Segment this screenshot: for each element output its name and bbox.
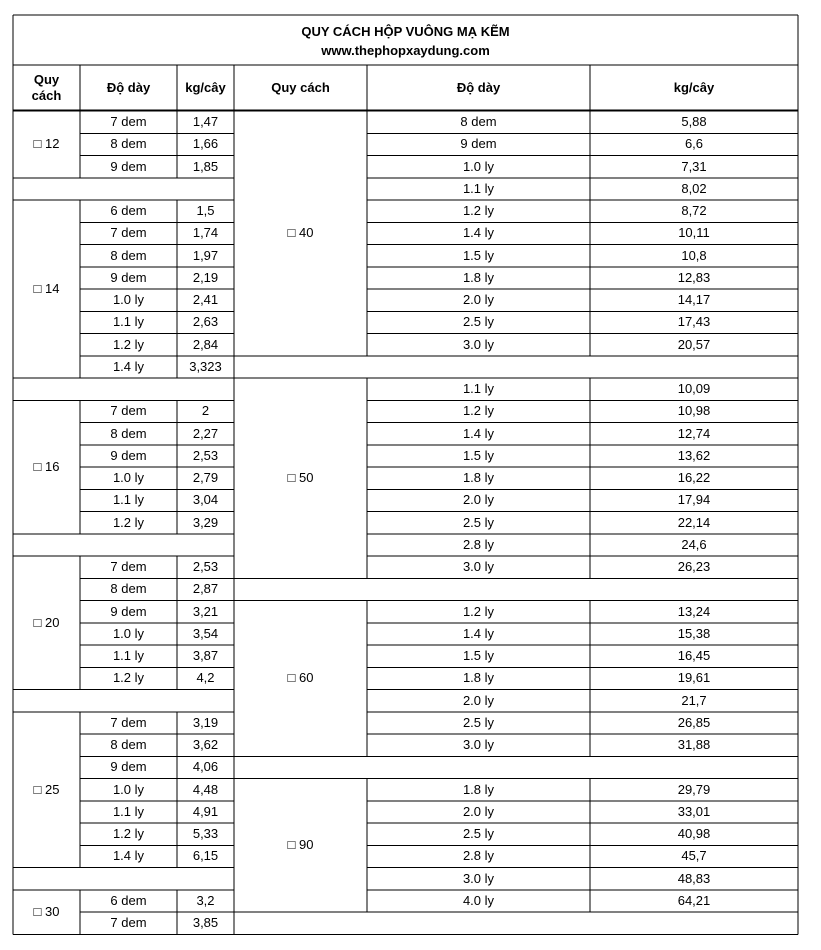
thickness-cell: 1.8 ly (462, 781, 495, 797)
thickness-cell: 1.5 ly (462, 648, 495, 664)
column-header: kg/cây (673, 79, 715, 95)
weight-cell: 2,79 (192, 470, 219, 486)
thickness-cell: 7 dem (110, 714, 147, 730)
thickness-cell: 7 dem (110, 403, 147, 419)
weight-cell: 10,11 (678, 225, 710, 241)
weight-cell: 14,17 (677, 292, 711, 308)
weight-cell: 5,33 (192, 826, 219, 842)
thickness-cell: 1.1 ly (462, 180, 495, 196)
weight-cell: 22,14 (677, 514, 711, 530)
size-cell: □ 50 (287, 470, 314, 486)
weight-cell: 3,62 (192, 737, 219, 753)
thickness-cell: 2.0 ly (462, 803, 495, 819)
thickness-cell: 6 dem (110, 892, 147, 908)
thickness-cell: 7 dem (110, 559, 147, 575)
thickness-cell: 2.5 ly (462, 826, 495, 842)
weight-cell: 3,21 (192, 603, 219, 619)
thickness-cell: 2.8 ly (462, 536, 495, 552)
weight-cell: 4,2 (196, 670, 215, 686)
weight-cell: 17,43 (677, 314, 711, 330)
size-cell: □ 40 (287, 225, 314, 241)
weight-cell: 1,47 (192, 114, 219, 130)
size-cell: □ 60 (287, 670, 314, 686)
weight-cell: 8,72 (681, 203, 707, 219)
weight-cell: 33,01 (677, 803, 711, 819)
weight-cell: 4,91 (192, 803, 219, 819)
weight-cell: 2,19 (192, 269, 219, 285)
weight-cell: 15,38 (677, 625, 711, 641)
thickness-cell: 1.1 ly (112, 492, 145, 508)
weight-cell: 10,8 (681, 247, 707, 263)
thickness-cell: 1.0 ly (112, 292, 145, 308)
thickness-cell: 1.1 ly (462, 381, 495, 397)
weight-cell: 16,22 (677, 470, 711, 486)
weight-cell: 2,84 (192, 336, 219, 352)
thickness-cell: 1.4 ly (462, 425, 495, 441)
thickness-cell: 1.0 ly (112, 470, 145, 486)
thickness-cell: 2.5 ly (462, 514, 495, 530)
weight-cell: 19,61 (677, 670, 711, 686)
thickness-cell: 1.2 ly (462, 203, 495, 219)
weight-cell: 12,83 (677, 269, 711, 285)
thickness-cell: 1.1 ly (112, 648, 145, 664)
weight-cell: 26,85 (677, 714, 711, 730)
thickness-cell: 2.0 ly (462, 492, 495, 508)
size-cell: □ 14 (33, 281, 60, 296)
thickness-cell: 1.5 ly (462, 447, 495, 463)
weight-cell: 21,7 (681, 692, 707, 708)
weight-cell: 1,5 (196, 203, 215, 219)
weight-cell: 3,87 (192, 648, 219, 664)
thickness-cell: 1.2 ly (462, 403, 495, 419)
weight-cell: 1,85 (192, 158, 219, 174)
thickness-cell: 7 dem (110, 114, 147, 130)
weight-cell: 3,04 (192, 492, 219, 508)
thickness-cell: 2.0 ly (462, 692, 495, 708)
thickness-cell: 1.0 ly (462, 158, 495, 174)
size-cell: □ 25 (33, 781, 60, 797)
thickness-cell: 1.1 ly (112, 803, 145, 819)
column-header: Quy cách (31, 72, 62, 103)
size-cell: □ 12 (33, 136, 60, 152)
weight-cell: 26,23 (677, 559, 711, 575)
thickness-cell: 1.4 ly (112, 848, 145, 864)
thickness-cell: 1.4 ly (462, 625, 495, 641)
thickness-cell: 8 dem (110, 247, 147, 263)
thickness-cell: 8 dem (110, 136, 147, 152)
weight-cell: 48,83 (677, 870, 711, 886)
thickness-cell: 2.5 ly (462, 314, 495, 330)
thickness-cell: 8 dem (110, 737, 147, 753)
weight-cell: 2,27 (192, 425, 219, 441)
weight-cell: 3,2 (196, 892, 215, 908)
weight-cell: 16,45 (677, 648, 711, 664)
thickness-cell: 2.5 ly (462, 714, 495, 730)
thickness-cell: 7 dem (110, 915, 147, 931)
thickness-cell: 4.0 ly (462, 892, 495, 908)
weight-cell: 1,66 (192, 136, 219, 152)
thickness-cell: 1.4 ly (462, 225, 495, 241)
thickness-cell: 3.0 ly (462, 737, 495, 753)
thickness-cell: 9 dem (460, 136, 497, 152)
weight-cell: 3,19 (192, 714, 219, 730)
weight-cell: 3,323 (189, 358, 222, 374)
column-header: kg/cây (185, 79, 226, 95)
weight-cell: 4,06 (192, 759, 219, 775)
weight-cell: 3,85 (192, 915, 219, 931)
thickness-cell: 9 dem (110, 269, 147, 285)
thickness-cell: 1.2 ly (112, 514, 145, 530)
column-header: Độ dày (106, 79, 151, 95)
table-title: QUY CÁCH HỘP VUÔNG MẠ KẼM (301, 24, 510, 39)
weight-cell: 2,53 (192, 447, 219, 463)
thickness-cell: 1.2 ly (112, 670, 145, 686)
thickness-cell: 1.2 ly (462, 603, 495, 619)
thickness-cell: 8 dem (460, 114, 497, 130)
thickness-cell: 9 dem (110, 447, 147, 463)
thickness-cell: 3.0 ly (462, 336, 495, 352)
thickness-cell: 1.4 ly (112, 358, 145, 374)
weight-cell: 6,15 (192, 848, 219, 864)
weight-cell: 13,62 (677, 447, 711, 463)
thickness-cell: 3.0 ly (462, 870, 495, 886)
thickness-cell: 1.5 ly (462, 247, 495, 263)
weight-cell: 2,87 (192, 581, 219, 597)
weight-cell: 6,6 (684, 136, 704, 152)
thickness-cell: 8 dem (110, 581, 147, 597)
weight-cell: 64,21 (677, 892, 711, 908)
weight-cell: 7,31 (681, 158, 707, 174)
weight-cell: 13,24 (677, 603, 711, 619)
thickness-cell: 1.0 ly (112, 781, 145, 797)
thickness-cell: 1.8 ly (462, 670, 495, 686)
thickness-cell: 2.0 ly (462, 292, 495, 308)
thickness-cell: 1.0 ly (112, 625, 145, 641)
thickness-cell: 8 dem (110, 425, 147, 441)
thickness-cell: 2.8 ly (462, 848, 495, 864)
weight-cell: 5,88 (681, 114, 707, 130)
size-cell: □ 90 (287, 837, 314, 853)
column-header: Quy cách (271, 79, 330, 95)
website-text: www.thephopxaydung.com (321, 43, 490, 58)
weight-cell: 12,74 (677, 425, 711, 441)
thickness-cell: 1.8 ly (462, 269, 495, 285)
weight-cell: 4,48 (192, 781, 219, 797)
weight-cell: 1,74 (192, 225, 219, 241)
weight-cell: 2,41 (192, 292, 219, 308)
size-cell: □ 30 (33, 904, 60, 919)
weight-cell: 8,02 (681, 180, 707, 196)
column-header: Độ dày (456, 79, 501, 95)
weight-cell: 29,79 (677, 781, 711, 797)
thickness-cell: 9 dem (110, 759, 147, 775)
thickness-cell: 9 dem (110, 158, 147, 174)
size-cell: □ 20 (33, 614, 60, 630)
weight-cell: 3,29 (192, 514, 219, 530)
weight-cell: 10,09 (677, 381, 711, 397)
thickness-cell: 1.2 ly (112, 336, 145, 352)
weight-cell: 3,54 (192, 625, 219, 641)
thickness-cell: 6 dem (110, 203, 147, 219)
thickness-cell: 1.1 ly (112, 314, 145, 330)
weight-cell: 24,6 (681, 536, 707, 552)
weight-cell: 45,7 (681, 848, 707, 864)
thickness-cell: 1.8 ly (462, 470, 495, 486)
thickness-cell: 7 dem (110, 225, 147, 241)
weight-cell: 20,57 (677, 336, 711, 352)
weight-cell: 10,98 (677, 403, 711, 419)
thickness-cell: 9 dem (110, 603, 147, 619)
weight-cell: 1,97 (192, 247, 219, 263)
size-cell: □ 16 (33, 459, 60, 474)
weight-cell: 40,98 (677, 826, 711, 842)
weight-cell: 31,88 (677, 737, 711, 753)
weight-cell: 17,94 (677, 492, 711, 508)
weight-cell: 2,63 (192, 314, 219, 330)
weight-cell: 2 (201, 403, 210, 419)
thickness-cell: 1.2 ly (112, 826, 145, 842)
weight-cell: 2,53 (192, 559, 219, 575)
thickness-cell: 3.0 ly (462, 559, 495, 575)
